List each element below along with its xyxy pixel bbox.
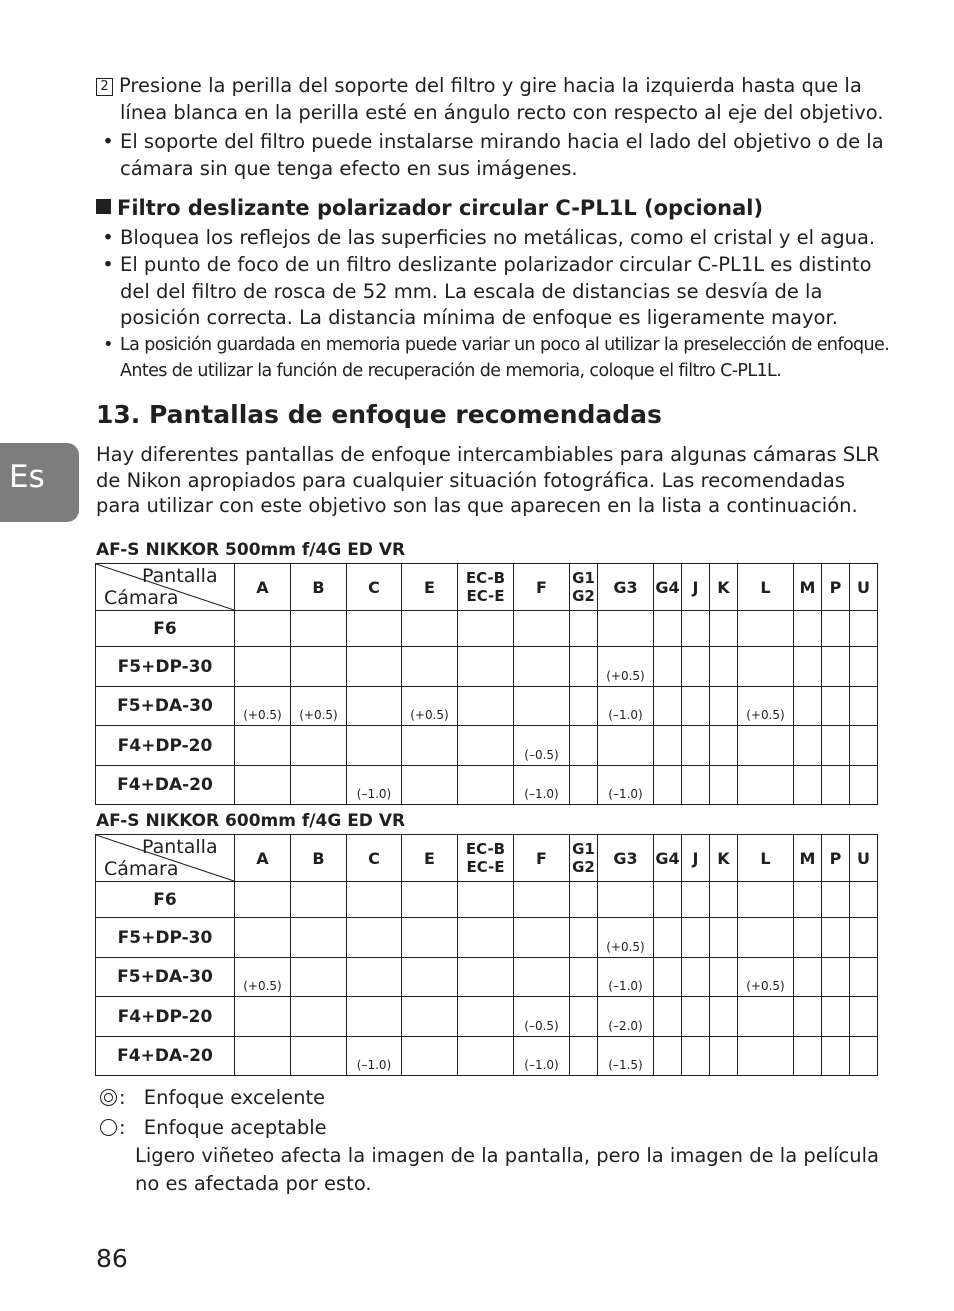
exposure-compensation-cell [347, 687, 402, 726]
exposure-compensation-cell [682, 611, 710, 647]
exposure-compensation-cell [850, 1037, 878, 1076]
column-header: C [347, 835, 402, 882]
legend-excellent-text: Enfoque excelente [143, 1086, 326, 1109]
camera-cell: F6 [96, 611, 235, 647]
exposure-compensation-cell [570, 918, 598, 958]
filter-holder-note-text: El soporte del filtro puede instalarse mirando hacia el lado del objetivo o de la cámara sin que tenga efecto en sus imágenes. [120, 130, 884, 180]
section-body: Hay diferentes pantallas de enfoque intercambiables para algunas cámaras SLR de Nikon apropiados para cualquier situación fotográfica. Las recomendadas para utilizar con este objetivo son las que aparecen en la lista a continuación. [96, 443, 880, 517]
exposure-compensation-cell: (+0.5) [402, 687, 458, 726]
exposure-compensation-cell [570, 687, 598, 726]
bullet-icon: • [102, 253, 114, 276]
exposure-compensation-cell [710, 726, 738, 766]
exposure-compensation-cell [598, 611, 654, 647]
exposure-compensation-cell [291, 611, 347, 647]
exposure-compensation-cell [794, 1037, 822, 1076]
exposure-compensation-cell [514, 611, 570, 647]
table-row [96, 647, 878, 687]
column-header: U [850, 564, 878, 611]
exposure-compensation-cell [347, 997, 402, 1037]
exposure-compensation-cell [402, 766, 458, 805]
exposure-compensation-cell [570, 611, 598, 647]
column-header: C [347, 564, 402, 611]
polarizer-heading [96, 195, 763, 221]
column-header-line: EC-B [465, 569, 506, 587]
column-header: A [235, 564, 291, 611]
exposure-compensation-cell [570, 882, 598, 918]
exposure-compensation-cell [822, 997, 850, 1037]
exposure-compensation-cell [235, 1037, 291, 1076]
focusing-screen-table [95, 563, 878, 805]
legend-acceptable: : Enfoque aceptable [100, 1114, 327, 1142]
exposure-compensation-cell [402, 958, 458, 997]
table-caption: AF-S NIKKOR 600mm f/4G ED VR [96, 811, 406, 831]
exposure-compensation-cell [710, 611, 738, 647]
exposure-compensation-cell [291, 918, 347, 958]
polarizer-bullet-3 [96, 332, 900, 384]
exposure-compensation-cell [682, 766, 710, 805]
polarizer-bullet-2 [96, 252, 900, 332]
section-title: 13. Pantallas de enfoque recomendadas [96, 400, 662, 429]
column-header: E [402, 835, 458, 882]
exposure-compensation-cell [347, 726, 402, 766]
exposure-compensation-cell: (–1.5) [598, 1037, 654, 1076]
column-header: J [682, 564, 710, 611]
exposure-compensation-cell [347, 958, 402, 997]
column-header: L [738, 564, 794, 611]
exposure-compensation-cell [682, 882, 710, 918]
exposure-compensation-cell [570, 1037, 598, 1076]
exposure-compensation-cell: (+0.5) [598, 647, 654, 687]
exposure-compensation-cell [654, 726, 682, 766]
column-header: E [402, 564, 458, 611]
exposure-compensation-cell [850, 958, 878, 997]
exposure-compensation-cell [235, 647, 291, 687]
exposure-compensation-cell [710, 766, 738, 805]
exposure-compensation-cell [347, 611, 402, 647]
legend-acceptable-text: Enfoque aceptable [143, 1116, 327, 1139]
exposure-compensation-cell [850, 997, 878, 1037]
exposure-compensation-cell [738, 918, 794, 958]
language-tab-label: Es [9, 459, 45, 495]
exposure-compensation-cell: (+0.5) [235, 687, 291, 726]
column-header-line: G1 [572, 840, 595, 858]
bullet-icon: • [102, 226, 114, 249]
column-header: P [822, 564, 850, 611]
bullet-icon: • [103, 335, 113, 355]
table-caption: AF-S NIKKOR 500mm f/4G ED VR [96, 540, 406, 560]
table-row [96, 766, 878, 805]
exposure-compensation-cell [570, 997, 598, 1037]
exposure-compensation-cell [598, 882, 654, 918]
step-2-text: Presione la perilla del soporte del filtro y gire hacia la izquierda hasta que la línea blanca en la perilla esté en ángulo recto con respecto al eje del objetivo. [119, 74, 884, 124]
camera-cell: F4+DP-20 [96, 726, 235, 766]
exposure-compensation-cell [654, 997, 682, 1037]
camera-cell: F5+DP-30 [96, 918, 235, 958]
legend-acceptable-note: Ligero viñeteo afecta la imagen de la pantalla, pero la imagen de la película no es afectada por esto. [135, 1144, 879, 1195]
exposure-compensation-cell: (+0.5) [598, 918, 654, 958]
exposure-compensation-cell: (+0.5) [738, 958, 794, 997]
exposure-compensation-cell [822, 726, 850, 766]
exposure-compensation-cell: (–1.0) [514, 1037, 570, 1076]
column-header [570, 835, 598, 882]
exposure-compensation-cell [514, 918, 570, 958]
exposure-compensation-cell [458, 882, 514, 918]
exposure-compensation-cell: (+0.5) [738, 687, 794, 726]
exposure-compensation-cell [850, 647, 878, 687]
exposure-compensation-cell: (–2.0) [598, 997, 654, 1037]
exposure-compensation-cell [458, 997, 514, 1037]
camera-cell: F6 [96, 882, 235, 918]
exposure-compensation-cell [794, 958, 822, 997]
exposure-compensation-cell [710, 997, 738, 1037]
exposure-compensation-cell [682, 997, 710, 1037]
column-header: M [794, 564, 822, 611]
table-row [96, 918, 878, 958]
header-camara: Cámara [104, 858, 179, 880]
exposure-compensation-cell [738, 647, 794, 687]
column-header [570, 564, 598, 611]
table-row [96, 958, 878, 997]
square-bullet-icon [96, 199, 111, 214]
exposure-compensation-cell [598, 726, 654, 766]
exposure-compensation-cell [794, 882, 822, 918]
exposure-compensation-cell [458, 726, 514, 766]
polarizer-bullet-text: El punto de foco de un filtro deslizante polarizador circular C-PL1L es distinto del del filtro de rosca de 52 mm. La escala de distancias se desvía de la posición correcta. La distancia mínima de enfoque es ligeramente mayor. [120, 253, 872, 329]
exposure-compensation-cell [682, 918, 710, 958]
exposure-compensation-cell: (+0.5) [291, 687, 347, 726]
exposure-compensation-cell [738, 882, 794, 918]
exposure-compensation-cell [654, 687, 682, 726]
column-header-line: G2 [572, 587, 595, 605]
camera-cell: F5+DA-30 [96, 687, 235, 726]
exposure-compensation-cell [850, 687, 878, 726]
column-header [458, 835, 514, 882]
exposure-compensation-cell [235, 726, 291, 766]
exposure-compensation-cell: (–1.0) [598, 766, 654, 805]
column-header: F [514, 564, 570, 611]
exposure-compensation-cell: (–0.5) [514, 997, 570, 1037]
exposure-compensation-cell [738, 726, 794, 766]
exposure-compensation-cell [654, 766, 682, 805]
camera-cell: F4+DA-20 [96, 1037, 235, 1076]
exposure-compensation-cell [570, 647, 598, 687]
polarizer-bullet-text: La posición guardada en memoria puede variar un poco al utilizar la preselección de enfoque. Antes de utilizar la función de recuperación de memoria, coloque el filtro C-PL1L. [120, 335, 890, 381]
exposure-compensation-cell [822, 647, 850, 687]
exposure-compensation-cell [458, 918, 514, 958]
exposure-compensation-cell [402, 611, 458, 647]
exposure-compensation-cell [794, 766, 822, 805]
exposure-compensation-cell [514, 647, 570, 687]
exposure-compensation-cell [654, 918, 682, 958]
exposure-compensation-cell [347, 918, 402, 958]
column-header: L [738, 835, 794, 882]
exposure-compensation-cell [682, 647, 710, 687]
table-row [96, 1037, 878, 1076]
exposure-compensation-cell [570, 766, 598, 805]
bullet-icon: • [102, 130, 114, 153]
exposure-compensation-cell [794, 997, 822, 1037]
header-camara: Cámara [104, 587, 179, 609]
table-header-row [96, 835, 878, 882]
exposure-compensation-cell [654, 958, 682, 997]
header-pantalla: Pantalla [142, 836, 218, 858]
exposure-compensation-cell: (–1.0) [598, 687, 654, 726]
exposure-compensation-cell [570, 958, 598, 997]
column-header: F [514, 835, 570, 882]
polarizer-bullet-1 [96, 225, 900, 252]
column-header: G4 [654, 835, 682, 882]
column-header: G3 [598, 564, 654, 611]
exposure-compensation-cell [654, 647, 682, 687]
exposure-compensation-cell [710, 687, 738, 726]
exposure-compensation-cell [402, 882, 458, 918]
exposure-compensation-cell [402, 726, 458, 766]
camera-cell: F5+DP-30 [96, 647, 235, 687]
exposure-compensation-cell [654, 611, 682, 647]
exposure-compensation-cell [682, 687, 710, 726]
corner-header-cell [96, 564, 235, 611]
exposure-compensation-cell [458, 1037, 514, 1076]
table-row [96, 882, 878, 918]
filter-holder-note [96, 129, 900, 182]
table-row [96, 726, 878, 766]
column-header-line: EC-B [465, 840, 506, 858]
column-header-line: EC-E [466, 858, 505, 876]
column-header: A [235, 835, 291, 882]
exposure-compensation-cell [738, 997, 794, 1037]
step-2-paragraph [96, 73, 900, 126]
exposure-compensation-cell [458, 687, 514, 726]
camera-cell: F4+DP-20 [96, 997, 235, 1037]
table-row [96, 611, 878, 647]
polarizer-heading-text: Filtro deslizante polarizador circular C-PL1L (opcional) [117, 196, 764, 220]
column-header [458, 564, 514, 611]
exposure-compensation-cell [347, 647, 402, 687]
exposure-compensation-cell: (–1.0) [347, 766, 402, 805]
exposure-compensation-cell [822, 958, 850, 997]
exposure-compensation-cell [794, 918, 822, 958]
table-row [96, 687, 878, 726]
column-header: G3 [598, 835, 654, 882]
exposure-compensation-cell [682, 1037, 710, 1076]
exposure-compensation-cell [458, 766, 514, 805]
exposure-compensation-cell [710, 882, 738, 918]
exposure-compensation-cell [654, 882, 682, 918]
circle-icon [100, 1119, 117, 1136]
exposure-compensation-cell [402, 1037, 458, 1076]
exposure-compensation-cell [738, 1037, 794, 1076]
column-header: U [850, 835, 878, 882]
exposure-compensation-cell [822, 918, 850, 958]
exposure-compensation-cell [738, 611, 794, 647]
exposure-compensation-cell [738, 766, 794, 805]
exposure-compensation-cell [794, 611, 822, 647]
exposure-compensation-cell [235, 882, 291, 918]
step-number-box: 2 [96, 78, 113, 96]
exposure-compensation-cell [291, 1037, 347, 1076]
exposure-compensation-cell [291, 647, 347, 687]
exposure-compensation-cell [710, 1037, 738, 1076]
exposure-compensation-cell [291, 726, 347, 766]
column-header: B [291, 835, 347, 882]
column-header-line: G2 [572, 858, 595, 876]
camera-cell: F5+DA-30 [96, 958, 235, 997]
exposure-compensation-cell [291, 882, 347, 918]
exposure-compensation-cell [822, 687, 850, 726]
exposure-compensation-cell [291, 958, 347, 997]
exposure-compensation-cell [850, 918, 878, 958]
exposure-compensation-cell [822, 611, 850, 647]
corner-header-cell [96, 835, 235, 882]
focusing-screen-table [95, 834, 878, 1076]
table-row [96, 997, 878, 1037]
column-header: M [794, 835, 822, 882]
exposure-compensation-cell [850, 611, 878, 647]
exposure-compensation-cell [654, 1037, 682, 1076]
camera-cell: F4+DA-20 [96, 766, 235, 805]
language-tab [0, 443, 79, 522]
exposure-compensation-cell [822, 882, 850, 918]
polarizer-bullet-text: Bloquea los reflejos de las superficies no metálicas, como el cristal y el agua. [120, 226, 876, 249]
exposure-compensation-cell [458, 647, 514, 687]
exposure-compensation-cell [235, 997, 291, 1037]
exposure-compensation-cell [235, 918, 291, 958]
exposure-compensation-cell [822, 1037, 850, 1076]
exposure-compensation-cell [794, 726, 822, 766]
exposure-compensation-cell [514, 882, 570, 918]
exposure-compensation-cell [710, 647, 738, 687]
exposure-compensation-cell [850, 766, 878, 805]
exposure-compensation-cell [710, 918, 738, 958]
exposure-compensation-cell: (–1.0) [347, 1037, 402, 1076]
column-header: B [291, 564, 347, 611]
exposure-compensation-cell [794, 687, 822, 726]
exposure-compensation-cell [458, 958, 514, 997]
exposure-compensation-cell [402, 647, 458, 687]
double-circle-icon [100, 1089, 117, 1106]
exposure-compensation-cell [822, 766, 850, 805]
column-header-line: EC-E [466, 587, 505, 605]
exposure-compensation-cell: (–0.5) [514, 726, 570, 766]
exposure-compensation-cell [235, 766, 291, 805]
column-header: J [682, 835, 710, 882]
exposure-compensation-cell [850, 882, 878, 918]
header-pantalla: Pantalla [142, 565, 218, 587]
legend-excellent: : Enfoque excelente [100, 1084, 325, 1112]
exposure-compensation-cell [514, 958, 570, 997]
column-header-line: G1 [572, 569, 595, 587]
column-header: K [710, 564, 738, 611]
exposure-compensation-cell [514, 687, 570, 726]
exposure-compensation-cell [291, 997, 347, 1037]
exposure-compensation-cell [291, 766, 347, 805]
exposure-compensation-cell [458, 611, 514, 647]
exposure-compensation-cell [682, 726, 710, 766]
exposure-compensation-cell [347, 882, 402, 918]
exposure-compensation-cell [710, 958, 738, 997]
exposure-compensation-cell [570, 726, 598, 766]
exposure-compensation-cell [235, 611, 291, 647]
column-header: G4 [654, 564, 682, 611]
exposure-compensation-cell: (–1.0) [598, 958, 654, 997]
table-header-row [96, 564, 878, 611]
column-header: P [822, 835, 850, 882]
exposure-compensation-cell [402, 997, 458, 1037]
column-header: K [710, 835, 738, 882]
exposure-compensation-cell: (+0.5) [235, 958, 291, 997]
exposure-compensation-cell [850, 726, 878, 766]
exposure-compensation-cell [794, 647, 822, 687]
exposure-compensation-cell [402, 918, 458, 958]
exposure-compensation-cell: (–1.0) [514, 766, 570, 805]
page-number: 86 [96, 1244, 128, 1273]
exposure-compensation-cell [682, 958, 710, 997]
